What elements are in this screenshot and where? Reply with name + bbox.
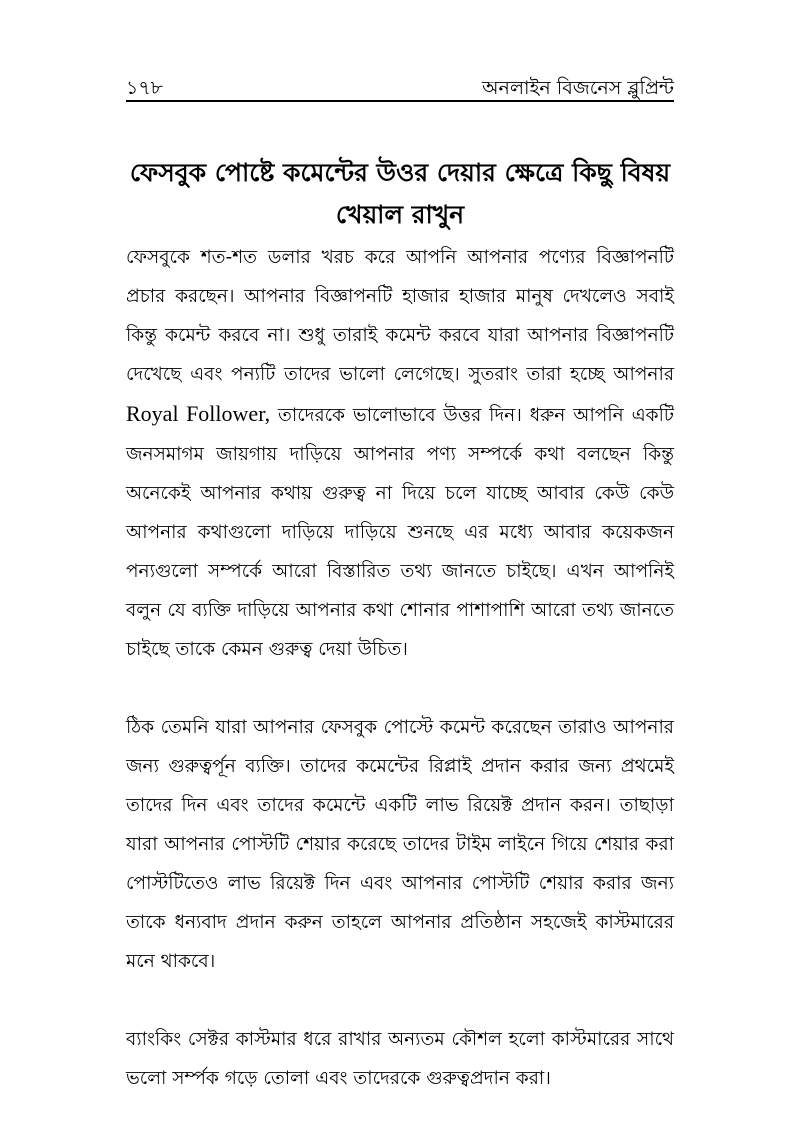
paragraph-3: ব্যাংকিং সেক্টর কাস্টমার ধরে রাখার অন্যতম কৌশল হলো কাস্টমারের সাথে ভলো সর্ম্পক গড়ে তোলা এবং তাদেরকে গুরুত্বপ্রদান করা। (126, 1029, 674, 1089)
paragraph-1-part-1: ফেসবুকে শত-শত ডলার খরচ করে আপনি আপনার পণ্যের বিজ্ঞাপনটি প্রচার করছেন। আপনার বিজ্ঞাপনটি হাজার হাজার মানুষ দেখলেও সবাই কিন্তু কমেন্ট করবে না। শুধু তারাই কমেন্ট করবে যারা আপনার বিজ্ঞাপনটি দেখেছে এবং পন্যটি তাদের ভালো লেগেছে। সুতরাং তারা হচ্ছে আপনার (126, 247, 674, 385)
paragraph-1 (126, 238, 674, 669)
body-text (126, 238, 674, 1098)
chapter-title-line-2: খেয়াল রাখুন (335, 200, 465, 229)
running-header (126, 66, 674, 100)
page-number: ১৭৮ (126, 77, 164, 99)
book-title: অনলাইন বিজনেস ব্লুপ্রিন্ট (482, 77, 674, 99)
header-divider (126, 100, 674, 102)
paragraph-1-part-2: তাদেরকে ভালোভাবে উত্তর দিন। ধরুন আপনি একটি জনসমাগম জায়গায় দাড়িয়ে আপনার পণ্য সম্পর্কে কথা বলছেন কিন্তু অনেকেই আপনার কথায় গুরুত্ব না দিয়ে চলে যাচ্ছে আবার কেউ কেউ আপনার কথাগুলো দাড়িয়ে দাড়িয়ে শুনছে এর মধ্যে আবার কয়েকজন পন্যগুলো সম্পর্কে আরো বিস্তারিত তথ্য জানতে চাইছে। এখন আপনিই বলুন যে ব্যক্তি দাড়িয়ে আপনার কথা শোনার পাশাপাশি আরো তথ্য জানতে চাইছে তাকে কেমন গুরুত্ব দেয়া উচিত। (126, 405, 674, 660)
paragraph-2: ঠিক তেমনি যারা আপনার ফেসবুক পোস্টে কমেন্ট করেছেন তারাও আপনার জন্য গুরুত্বর্পূন ব্যক্তি। তাদের কমেন্টের রিপ্লাই প্রদান করার জন্য প্রথমেই তাদের দিন এবং তাদের কমেন্টে একটি লাভ রিয়েক্ট প্রদান করন। তাছাড়া যারা আপনার পোস্টটি শেয়ার করেছে তাদের টাইম লাইনে গিয়ে শেয়ার করা পোস্টটিতেও লাভ রিয়েক্ট দিন এবং আপনার পোস্টটি শেয়ার করার জন্য তাকে ধন্যবাদ প্রদান করুন তাহলে আপনার প্রতিষ্ঠান সহজেই কাস্টমারের মনে থাকবে। (126, 717, 674, 972)
paragraph-1-english-phrase: Royal Follower, (126, 401, 271, 426)
chapter-title-line-1: ফেসবুক পোষ্টে কমেন্টের উওর দেয়ার ক্ষেত্রে কিছু বিষয় (129, 158, 671, 187)
chapter-title (110, 152, 690, 236)
